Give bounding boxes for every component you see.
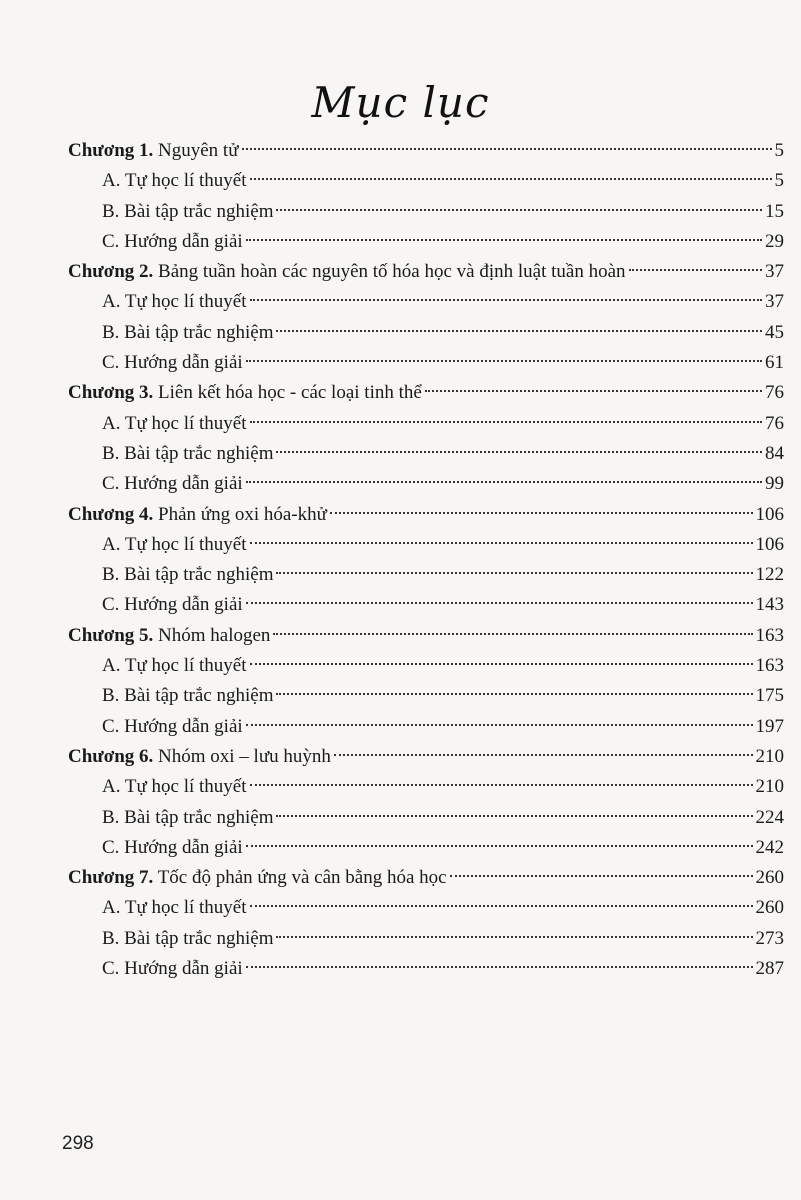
section-page-number: 45 <box>765 321 784 343</box>
chapter-title <box>68 863 447 893</box>
section-page-number: 122 <box>755 564 784 586</box>
section-title: B. Bài tập trắc nghiệm <box>102 564 274 586</box>
dot-leader <box>250 421 762 423</box>
section-title: C. Hướng dẫn giải <box>102 836 243 858</box>
page-title: Mục lục <box>311 78 490 127</box>
section-page-number: 37 <box>765 291 784 313</box>
section-page-number: 99 <box>765 473 784 495</box>
section-page-number: 197 <box>755 715 784 737</box>
toc-chapter-row[interactable] <box>68 621 784 651</box>
toc-section-row[interactable] <box>68 318 784 348</box>
chapter-page-number: 260 <box>755 867 784 889</box>
dot-leader <box>276 451 762 453</box>
toc-section-row[interactable] <box>68 469 784 499</box>
chapter-prefix: Chương 5. <box>68 624 154 646</box>
dot-leader <box>276 815 752 817</box>
section-title: A. Tự học lí thuyết <box>102 776 247 798</box>
toc-section-row[interactable] <box>68 772 784 802</box>
section-page-number: 224 <box>755 806 784 828</box>
chapter-name: Nhóm halogen <box>158 624 271 646</box>
chapter-name: Tốc độ phản ứng và cân bằng hóa học <box>157 867 447 889</box>
section-title: C. Hướng dẫn giải <box>102 715 243 737</box>
chapter-name: Bảng tuần hoàn các nguyên tố hóa học và định luật tuần hoàn <box>158 261 626 283</box>
toc-section-row[interactable] <box>68 954 784 984</box>
section-title: A. Tự học lí thuyết <box>102 170 247 192</box>
chapter-prefix: Chương 2. <box>68 261 154 283</box>
dot-leader <box>334 754 753 756</box>
dot-leader <box>246 481 762 483</box>
toc-section-row[interactable] <box>68 893 784 923</box>
dot-leader <box>250 542 753 544</box>
dot-leader <box>246 845 753 847</box>
chapter-name: Nhóm oxi – lưu huỳnh <box>158 745 331 767</box>
dot-leader <box>425 390 762 392</box>
toc-section-row[interactable] <box>68 560 784 590</box>
section-title: C. Hướng dẫn giải <box>102 958 243 980</box>
section-page-number: 242 <box>755 836 784 858</box>
section-page-number: 163 <box>755 655 784 677</box>
section-page-number: 84 <box>765 442 784 464</box>
dot-leader <box>273 633 752 635</box>
dot-leader <box>250 905 753 907</box>
section-title: C. Hướng dẫn giải <box>102 473 243 495</box>
toc-section-row[interactable] <box>68 681 784 711</box>
chapter-page-number: 163 <box>755 624 784 646</box>
section-page-number: 15 <box>765 200 784 222</box>
section-title: B. Bài tập trắc nghiệm <box>102 321 274 343</box>
section-title: B. Bài tập trắc nghiệm <box>102 806 274 828</box>
dot-leader <box>246 724 753 726</box>
chapter-page-number: 210 <box>755 745 784 767</box>
dot-leader <box>246 602 753 604</box>
dot-leader <box>250 178 772 180</box>
chapter-title <box>68 136 239 166</box>
dot-leader <box>246 239 762 241</box>
dot-leader <box>250 299 762 301</box>
chapter-title <box>68 621 270 651</box>
toc-chapter-row[interactable] <box>68 863 784 893</box>
toc-chapter-row[interactable] <box>68 378 784 408</box>
chapter-name: Liên kết hóa học - các loại tinh thể <box>158 382 422 404</box>
table-of-contents <box>68 136 784 984</box>
dot-leader <box>276 936 752 938</box>
section-title: C. Hướng dẫn giải <box>102 352 243 374</box>
chapter-page-number: 76 <box>765 382 784 404</box>
section-title: C. Hướng dẫn giải <box>102 230 243 252</box>
section-page-number: 106 <box>755 533 784 555</box>
dot-leader <box>276 572 752 574</box>
section-title: B. Bài tập trắc nghiệm <box>102 200 274 222</box>
toc-section-row[interactable] <box>68 590 784 620</box>
chapter-title <box>68 257 626 287</box>
chapter-page-number: 37 <box>765 261 784 283</box>
toc-section-row[interactable] <box>68 712 784 742</box>
toc-section-row[interactable] <box>68 924 784 954</box>
chapter-title <box>68 500 327 530</box>
dot-leader <box>242 148 772 150</box>
section-page-number: 61 <box>765 352 784 374</box>
section-title: A. Tự học lí thuyết <box>102 897 247 919</box>
section-page-number: 260 <box>755 897 784 919</box>
dot-leader <box>250 663 753 665</box>
dot-leader <box>276 693 752 695</box>
dot-leader <box>450 875 753 877</box>
section-title: B. Bài tập trắc nghiệm <box>102 442 274 464</box>
page-number: 298 <box>62 1133 94 1154</box>
section-title: C. Hướng dẫn giải <box>102 594 243 616</box>
dot-leader <box>276 330 762 332</box>
chapter-prefix: Chương 7. <box>68 867 154 889</box>
chapter-prefix: Chương 3. <box>68 382 154 404</box>
section-title: A. Tự học lí thuyết <box>102 655 247 677</box>
chapter-name: Phản ứng oxi hóa-khử <box>158 503 327 525</box>
toc-chapter-row[interactable] <box>68 136 784 166</box>
toc-section-row[interactable] <box>68 197 784 227</box>
toc-chapter-row[interactable] <box>68 500 784 530</box>
dot-leader <box>246 360 762 362</box>
section-page-number: 5 <box>774 170 784 192</box>
chapter-page-number: 5 <box>774 140 784 161</box>
section-page-number: 210 <box>755 776 784 798</box>
section-page-number: 143 <box>755 594 784 616</box>
chapter-prefix: Chương 6. <box>68 745 154 767</box>
toc-section-row[interactable] <box>68 439 784 469</box>
chapter-title <box>68 378 422 408</box>
section-page-number: 29 <box>765 230 784 252</box>
toc-section-row[interactable] <box>68 166 784 196</box>
chapter-name: Nguyên tử <box>158 140 239 161</box>
chapter-title <box>68 742 331 772</box>
dot-leader <box>629 269 762 271</box>
dot-leader <box>250 784 753 786</box>
section-page-number: 76 <box>765 412 784 434</box>
section-page-number: 175 <box>755 685 784 707</box>
section-page-number: 287 <box>755 958 784 980</box>
toc-section-row[interactable] <box>68 409 784 439</box>
toc-section-row[interactable] <box>68 530 784 560</box>
section-title: B. Bài tập trắc nghiệm <box>102 927 274 949</box>
chapter-prefix: Chương 1. <box>68 140 154 161</box>
toc-section-row[interactable] <box>68 227 784 257</box>
chapter-page-number: 106 <box>755 503 784 525</box>
dot-leader <box>330 512 753 514</box>
dot-leader <box>276 209 762 211</box>
section-title: A. Tự học lí thuyết <box>102 291 247 313</box>
dot-leader <box>246 966 753 968</box>
toc-chapter-row[interactable] <box>68 257 784 287</box>
section-title: A. Tự học lí thuyết <box>102 412 247 434</box>
section-title: A. Tự học lí thuyết <box>102 533 247 555</box>
chapter-prefix: Chương 4. <box>68 503 154 525</box>
toc-section-row[interactable] <box>68 348 784 378</box>
toc-section-row[interactable] <box>68 833 784 863</box>
toc-section-row[interactable] <box>68 651 784 681</box>
section-title: B. Bài tập trắc nghiệm <box>102 685 274 707</box>
toc-section-row[interactable] <box>68 287 784 317</box>
section-page-number: 273 <box>755 927 784 949</box>
toc-section-row[interactable] <box>68 803 784 833</box>
toc-chapter-row[interactable] <box>68 742 784 772</box>
